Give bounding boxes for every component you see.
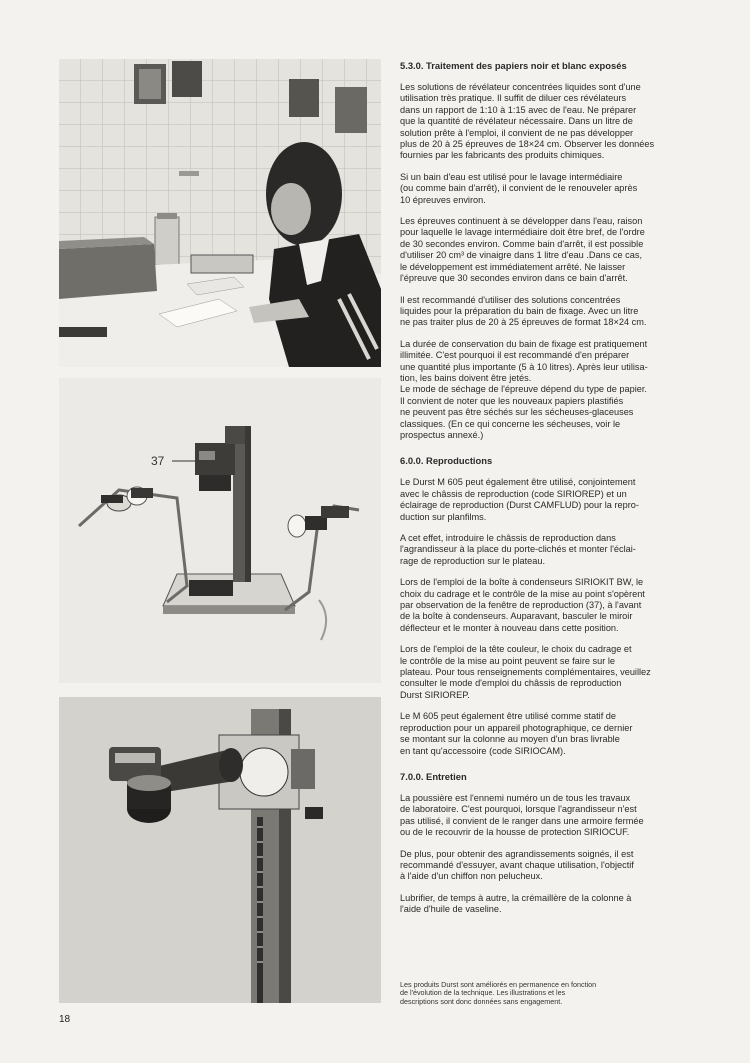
page-number: 18	[59, 1014, 71, 1025]
section-heading: 5.3.0. Traitement des papiers noir et blanc exposés	[400, 60, 627, 71]
section-heading: 6.0.0. Reproductions	[400, 455, 493, 467]
camera-column-illustration	[59, 697, 381, 1003]
paragraph: Le mode de séchage de l'épreuve dépend du type de papier. Il convient de noter que les nouveaux papiers plastifiés ne peuvent pas être séchés sur les sécheuses-glaceuses classiques. (En ce qui concerne les sécheuses, voir le prospectus annexé.)	[400, 384, 647, 440]
paragraph: De plus, pour obtenir des agrandissements soignés, il est recommandé d'essuyer, avant chaque utilisation, l'objectif à l'aide d'un chiffon non pelucheux.	[400, 848, 634, 882]
section-maintenance	[400, 771, 718, 916]
paragraph: Les épreuves continuent à se développer dans l'eau, raison pour laquelle le lavage intermédiaire doit être bref, de l'ordre de 30 secondes environ. Comme bain d'arrêt, il est possible d'utiliser 20 cm³ de vinaigre dans 1 litre d'eau .Dans ce cas, le développement est immédiatement arrêté. Ne laisser l'épreuve que 30 secondes environ dans ce bain d'arrêt.	[400, 216, 645, 284]
photo-camera-column	[59, 697, 381, 1003]
paragraph: Les solutions de révélateur concentrées liquides sont d'une utilisation très pratique. Il suffit de diluer ces révélateurs dans un rapport de 1:10 à 1:15 avec de l'eau. Ne préparer que la quantité de révélateur nécessaire. Dans un litre de solution prête à l'emploi, il convient de ne pas développer plus de 20 à 25 épreuves de 18×24 cm. Observer les données fournies par les fabricants des produits chimiques.	[400, 82, 655, 161]
darkroom-illustration	[59, 59, 381, 367]
footnote: Les produits Durst sont améliorés en permanence en fonction de l'évolution de la technique. Les illustrations et les descriptions sont donc données sans engagement.	[400, 980, 597, 1006]
reproduction-illustration	[59, 378, 381, 683]
paragraph: La poussière est l'ennemi numéro un de tous les travaux de laboratoire. C'est pourquoi, lorsque l'agrandisseur n'est pas utilisé, il convient de le ranger dans une armoire fermée ou de le recouvrir de la housse de protection SIRIOCUF.	[400, 792, 644, 838]
paragraph: Si un bain d'eau est utilisé pour le lavage intermédiaire (ou comme bain d'arrêt), il convient de le renouveler après 10 épreuves environ.	[400, 171, 638, 205]
photo-darkroom-processing	[59, 59, 381, 367]
paragraph: A cet effet, introduire le châssis de reproduction dans l'agrandisseur à la place du porte-clichés et monter l'éclai- rage de reproduction sur le plateau.	[400, 533, 636, 566]
paragraph: Lors de l'emploi de la boîte à condenseurs SIRIOKIT BW, le choix du cadrage et le contrôle de la mise au point s'opèrent par observation de la fenêtre de reproduction (37), à l'avant de la boîte à condenseurs. Auparavant, basculer le miroir déflecteur et le monter à nouveau dans cette position.	[400, 577, 645, 633]
section-processing	[400, 60, 718, 441]
paragraph: Le M 605 peut également être utilisé comme statif de reproduction pour un appareil photographique, ce dernier se montant sur la colonne au moyen d'un bras livrable en tant qu'accessoire (code SIRIOCAM).	[400, 711, 633, 756]
photo-reproduction-setup	[59, 378, 381, 683]
paragraph: Il est recommandé d'utiliser des solutions concentrées liquides pour la préparation du bain de fixage. Avec un litre ne pas traiter plus de 20 à 25 épreuves de format 18×24 cm.	[400, 294, 647, 328]
section-reproductions	[400, 455, 718, 757]
paragraph: Le Durst M 605 peut également être utilisé, conjointement avec le châssis de reproduction (code SIRIOREP) et un éclairage de reproduction (Durst CAMFLUD) pour la repro- duction sur planfilms.	[400, 477, 639, 522]
paragraph: Lubrifier, de temps à autre, la crémaillère de la colonne à l'aide d'huile de vaseline.	[400, 892, 632, 915]
text-column	[400, 60, 718, 926]
section-heading: 7.0.0. Entretien	[400, 770, 467, 782]
paragraph: La durée de conservation du bain de fixage est pratiquement illimitée. C'est pourquoi il est recommandé d'en préparer une quantité plus importante (5 à 10 litres). Après leur utilisa- tion, les bains doivent être jetés.	[400, 338, 648, 383]
callout-number: 37	[151, 454, 165, 468]
paragraph: Lors de l'emploi de la tête couleur, le choix du cadrage et le contrôle de la mise au point peuvent se faire sur le plateau. Pour tous renseignements complémentaires, veuillez consulter le mode d'emploi du châssis de reproduction Durst SIRIOREP.	[400, 644, 651, 700]
